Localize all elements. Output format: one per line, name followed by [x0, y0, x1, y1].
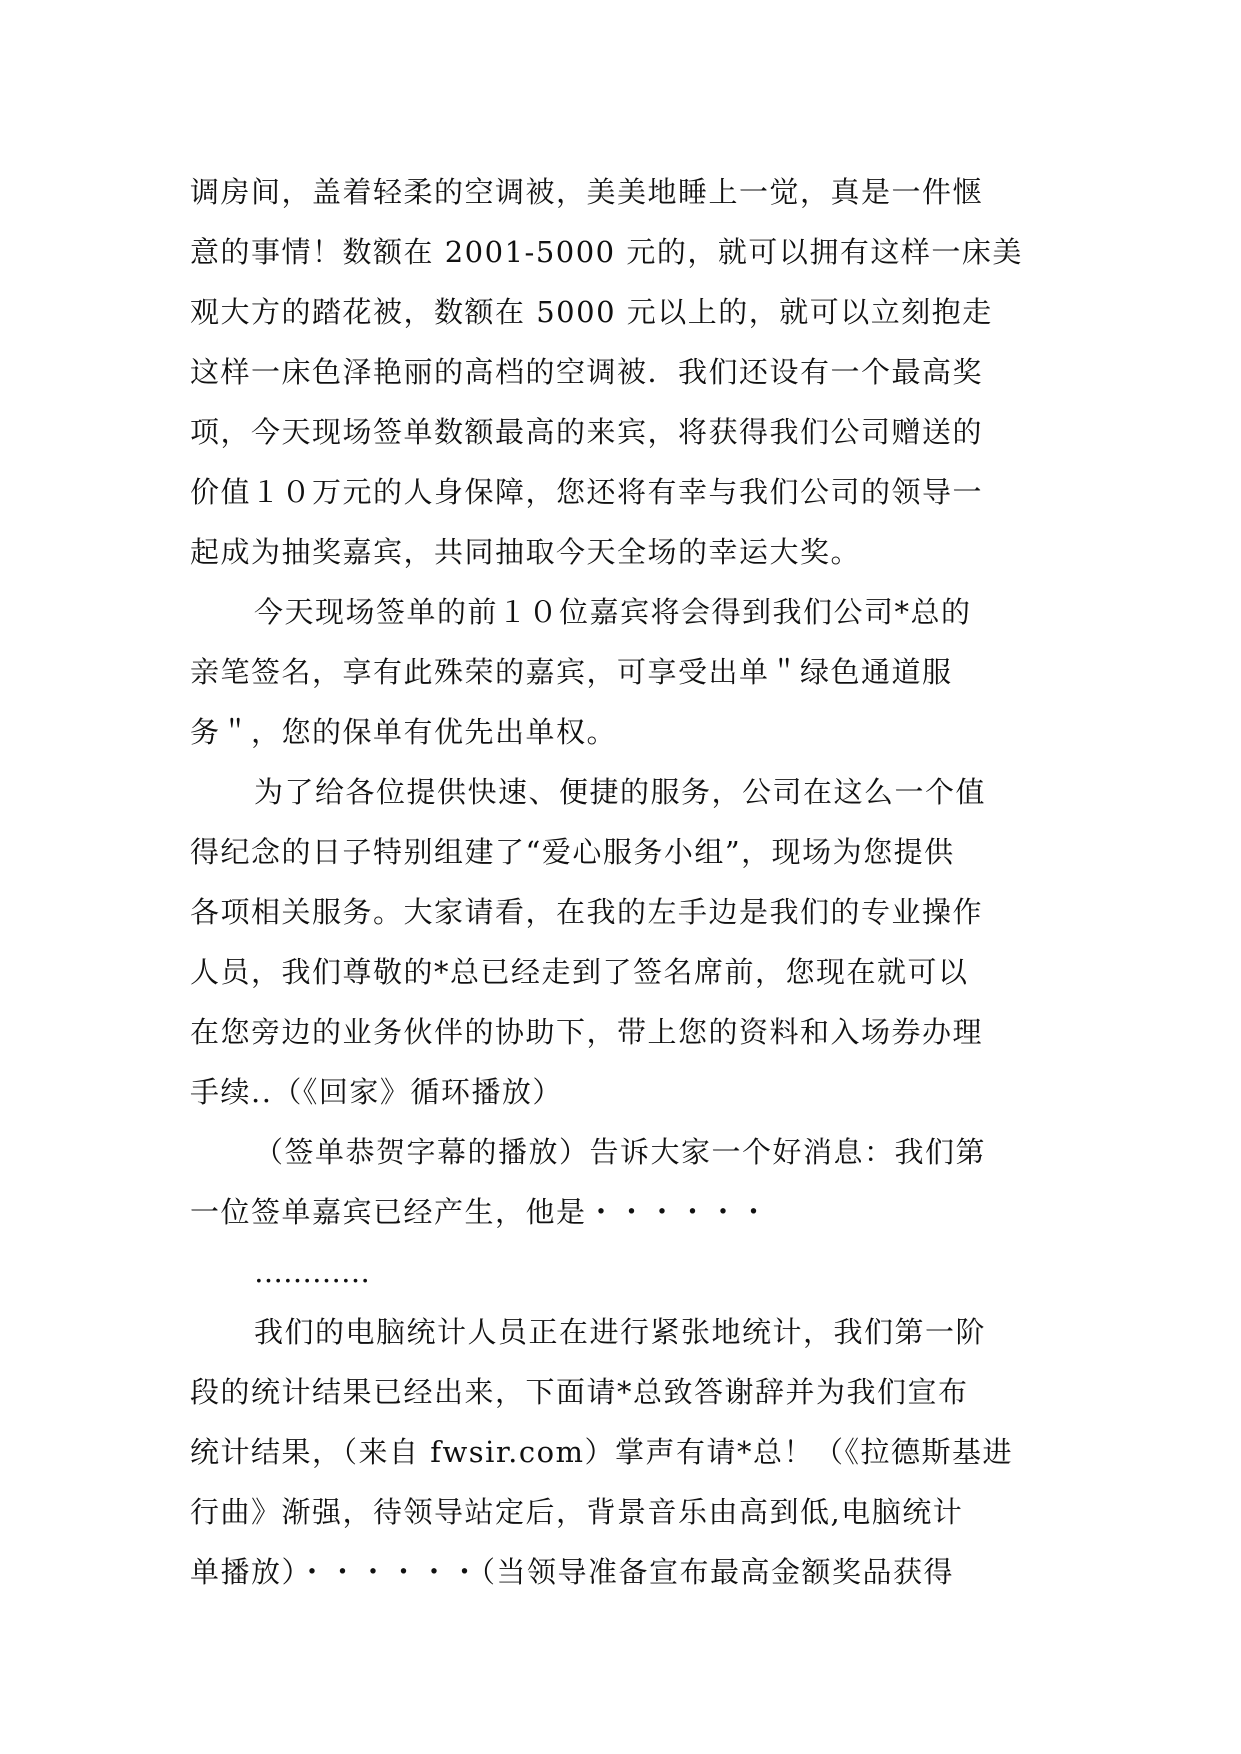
paragraph-start-line: 我们的电脑统计人员正在进行紧张地统计，我们第一阶 — [254, 1315, 987, 1349]
text-line: 价值１０万元的人身保障，您还将有幸与我们公司的领导一 — [190, 475, 984, 509]
text-line: 手续..（《回家》循环播放） — [190, 1075, 563, 1109]
text-line: 亲笔签名，享有此殊荣的嘉宾，可享受出单＂绿色通道服 — [190, 655, 953, 689]
ellipsis-line: ………… — [254, 1255, 370, 1289]
text-line: 得纪念的日子特别组建了“爱心服务小组”，现场为您提供 — [190, 835, 955, 869]
document-body — [190, 162, 1050, 1602]
text-line: 行曲》渐强，待领导站定后，背景音乐由高到低,电脑统计 — [190, 1495, 964, 1529]
text-line: 段的统计结果已经出来，下面请*总致答谢辞并为我们宣布 — [190, 1375, 969, 1409]
text-line: 单播放）・・・・・・（当领导准备宣布最高金额奖品获得 — [190, 1555, 955, 1589]
text-line: 在您旁边的业务伙伴的协助下，带上您的资料和入场券办理 — [190, 1015, 984, 1049]
text-line: 这样一床色泽艳丽的高档的空调被．我们还设有一个最高奖 — [190, 355, 984, 389]
text-line: 一位签单嘉宾已经产生，他是・・・・・・ — [190, 1195, 770, 1229]
text-line: 务＂，您的保单有优先出单权。 — [190, 715, 618, 749]
paragraph-start-line: 为了给各位提供快速、便捷的服务，公司在这么一个值 — [254, 775, 987, 809]
text-line: 起成为抽奖嘉宾，共同抽取今天全场的幸运大奖。 — [190, 535, 862, 569]
text-line: 观大方的踏花被，数额在 5000 元以上的，就可以立刻抱走 — [190, 295, 993, 329]
text-line: 统计结果，（来自 fwsir.com）掌声有请*总！（《拉德斯基进 — [190, 1435, 1014, 1469]
paragraph-start-line: （签单恭贺字幕的播放）告诉大家一个好消息：我们第 — [254, 1135, 987, 1169]
paragraph-start-line: 今天现场签单的前１０位嘉宾将会得到我们公司*总的 — [254, 595, 972, 629]
text-line: 各项相关服务。大家请看，在我的左手边是我们的专业操作 — [190, 895, 984, 929]
text-line: 人员，我们尊敬的*总已经走到了签名席前，您现在就可以 — [190, 955, 969, 989]
text-line: 调房间，盖着轻柔的空调被，美美地睡上一觉，真是一件惬 — [190, 175, 984, 209]
text-line: 意的事情！数额在 2001-5000 元的，就可以拥有这样一床美 — [190, 235, 1023, 269]
text-line: 项，今天现场签单数额最高的来宾，将获得我们公司赠送的 — [190, 415, 984, 449]
